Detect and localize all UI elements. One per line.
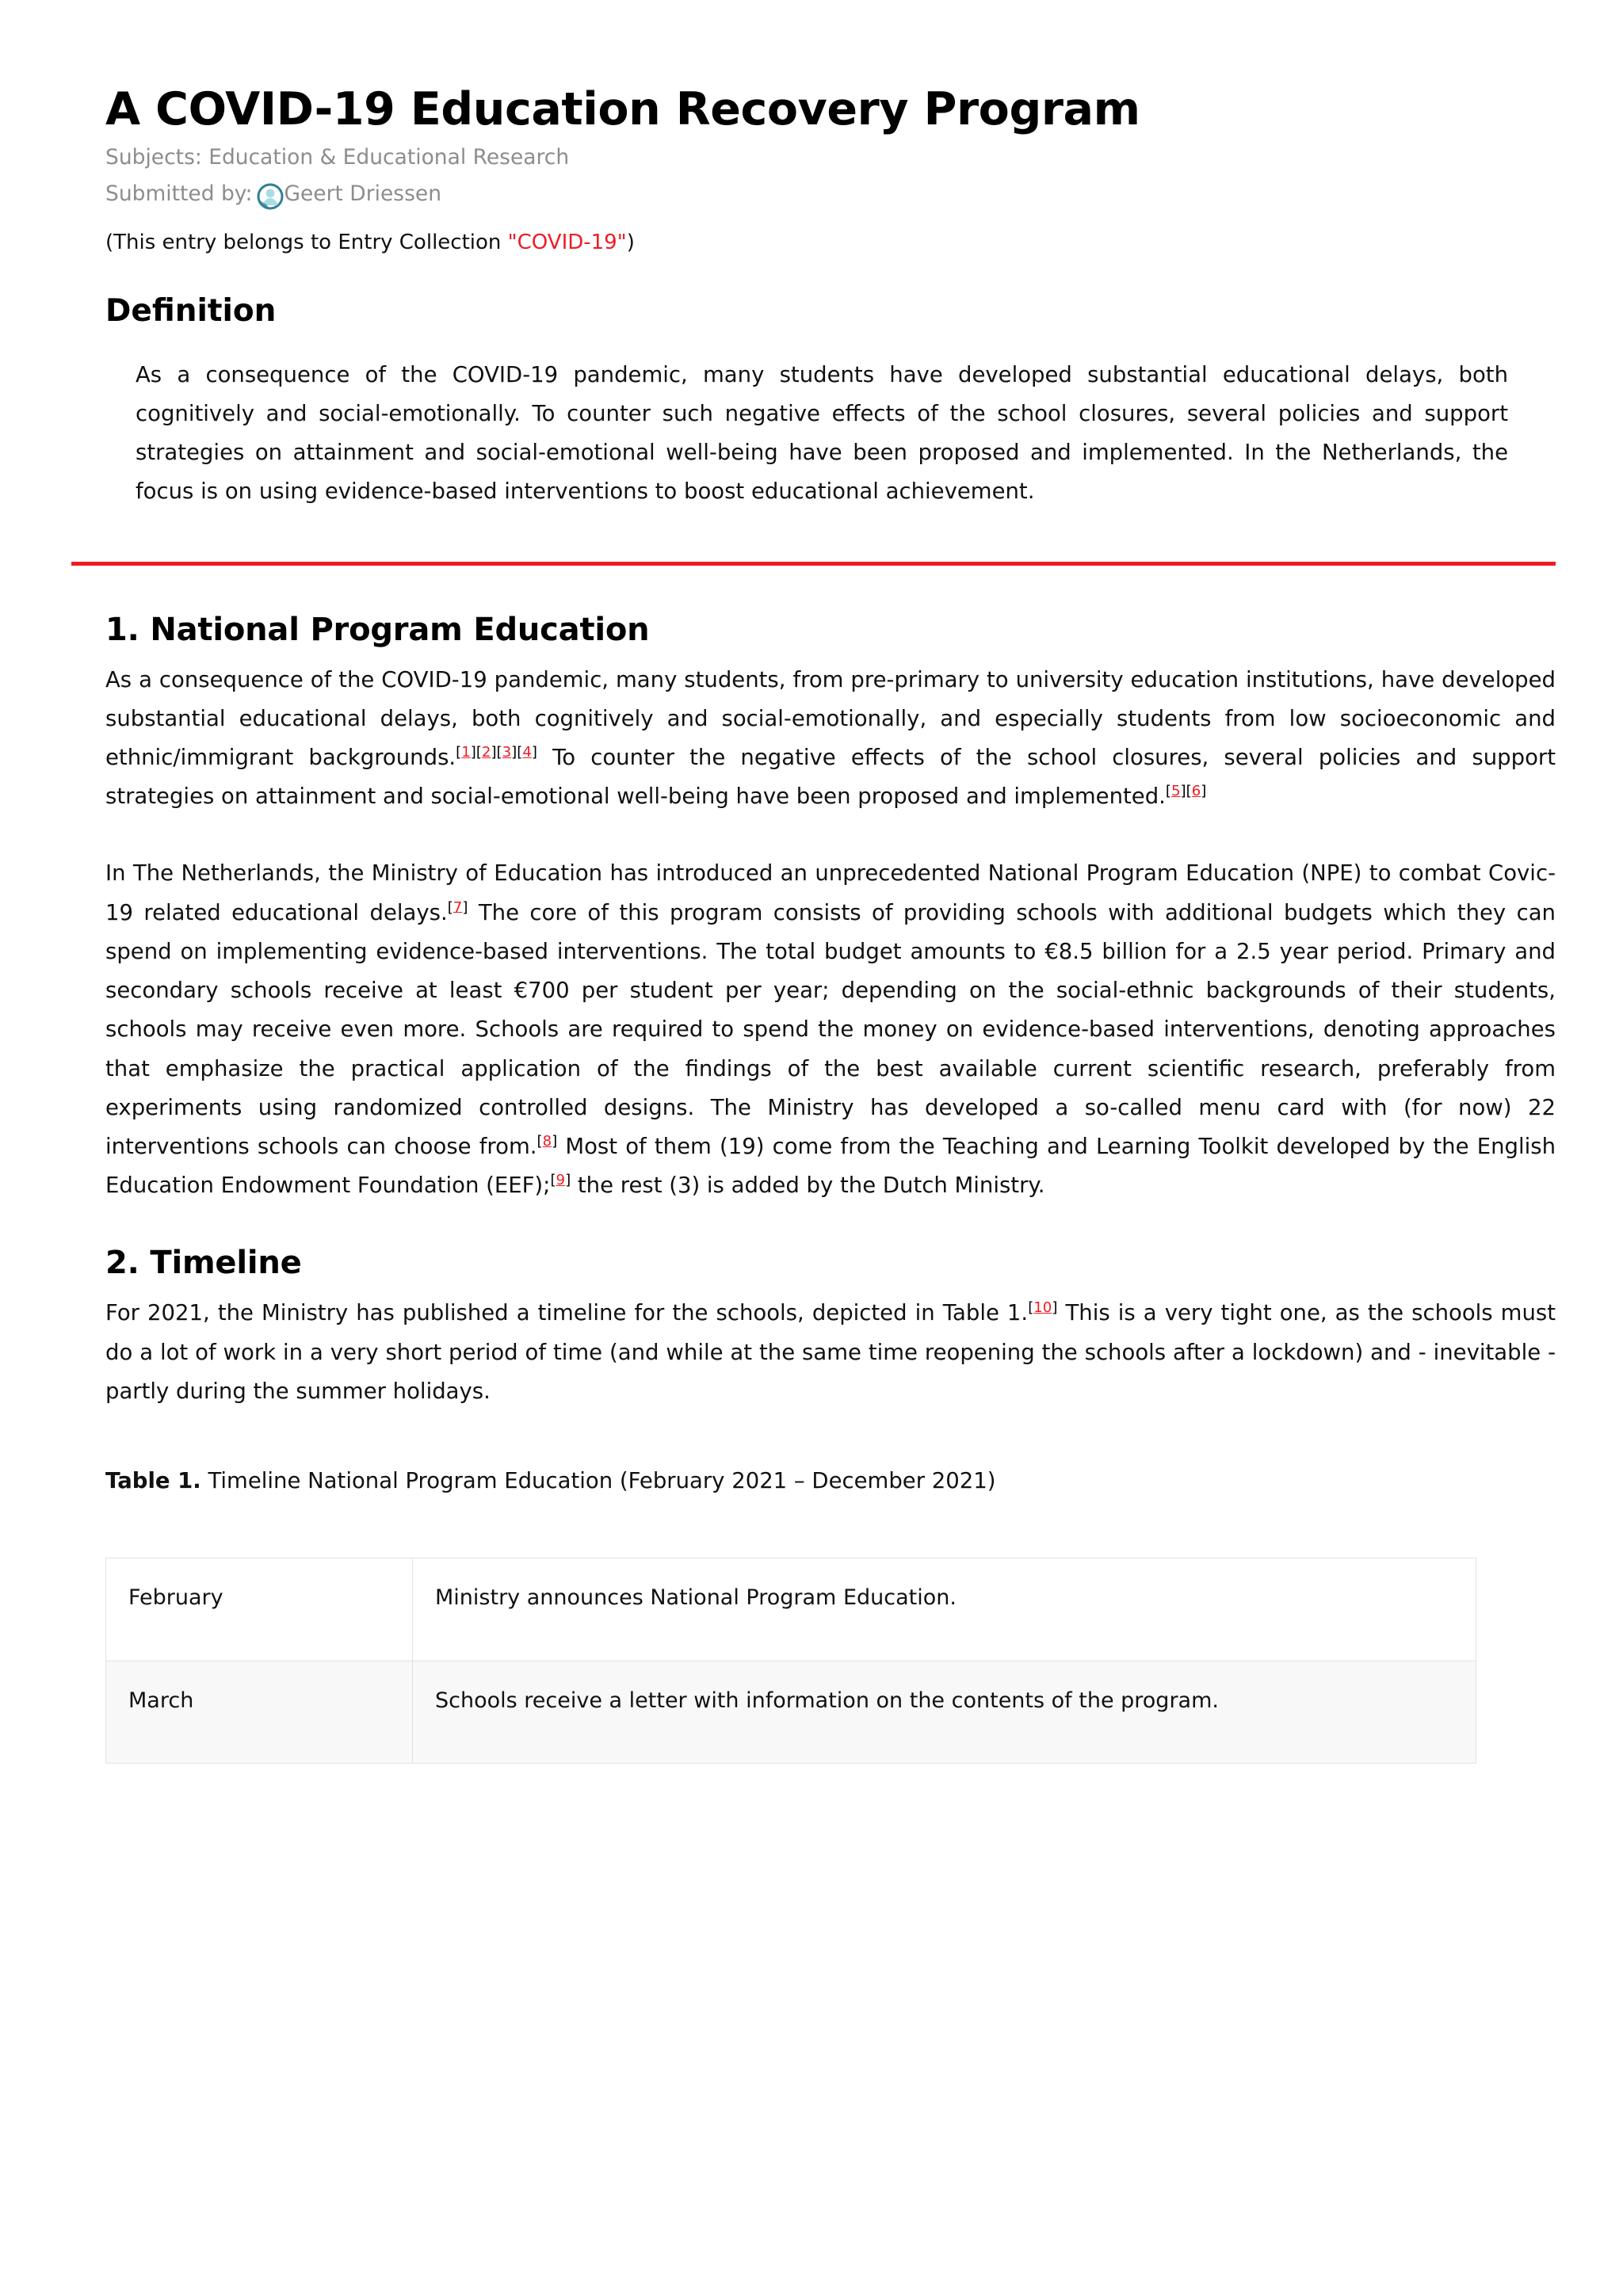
reference-group: [5][6] (1165, 783, 1207, 800)
reference-link-9[interactable]: 9 (556, 1172, 566, 1188)
section-2-paragraph-1 (105, 1283, 1556, 1411)
reference-group: [8] (537, 1132, 558, 1150)
definition-text: As a consequence of the COVID-19 pandemic, many students have developed substantial educational delays, both cognitively and social-emotionally. To counter such negative effects of the school closures, several policies and support strategies on attainment and social-emotional well-being have been proposed and implemented. In the Netherlands, the focus is on using evidence-based interventions to boost educational achievement. (136, 361, 1508, 504)
reference-group: [9] (550, 1172, 571, 1188)
reference-group: [10] (1028, 1299, 1058, 1317)
user-avatar-icon (257, 183, 284, 210)
paragraph-text: In The Netherlands, the Ministry of Education has introduced an unprecedented National Program Education (NPE) to combat Covic-19 related educational delays. (105, 860, 1556, 925)
reference-link-7[interactable]: 7 (453, 898, 463, 916)
reference-link-2[interactable]: 2 (481, 743, 491, 761)
reference-link-8[interactable]: 8 (542, 1132, 552, 1150)
paragraph-text: The core of this program consists of providing schools with additional budgets which they can spend on implementing evidence-based interventions. The total budget amounts to €8.5 billion for a 2.5 year period. Primary and secondary schools receive at least €700 per student per year; depending on the social-ethnic backgrounds of their students, schools may receive even more. Schools are required to spend the money on evidence-based interventions, denoting approaches that emphasize the practical application of the findings of the best available current scientific research, preferably from experiments using randomized controlled designs. The Ministry has developed a so-called menu card with (for now) 22 interventions schools can choose from. (105, 899, 1556, 1159)
submitted-by-label: Submitted by: (105, 181, 253, 207)
section-1-paragraph-1 (105, 650, 1556, 817)
section-heading-1: 1. National Program Education (105, 611, 650, 648)
reference-link-10[interactable]: 10 (1033, 1299, 1052, 1317)
paragraph-text: Most of them (19) come from the Teaching and Learning Toolkit developed by the English Education Endowment Foundation (EEF); (105, 1133, 1556, 1199)
reference-link-3[interactable]: 3 (502, 743, 512, 761)
reference-link-6[interactable]: 6 (1191, 783, 1201, 800)
table-caption (105, 1411, 1556, 1498)
entry-collection-prefix: (This entry belongs to Entry Collection (105, 231, 508, 255)
reference-link-1[interactable]: 1 (461, 743, 471, 761)
entry-collection-link[interactable]: "COVID-19" (507, 231, 627, 255)
reference-group: [7] (447, 898, 468, 916)
paragraph-text: the rest (3) is added by the Dutch Ministry. (571, 1173, 1045, 1199)
document-content (105, 0, 1556, 1764)
paragraph-text: For 2021, the Ministry has published a timeline for the schools, depicted in Table 1. (105, 1300, 1029, 1326)
paragraph-text: This is a very tight one, as the schools must do a lot of work in a very short period of time (and while at the same time reopening the schools after a lockdown) and - inevitable - partly during the summer holidays. (105, 1300, 1556, 1404)
definition-heading: Definition (105, 293, 277, 330)
reference-group: [1][2][3][4] (456, 743, 537, 761)
page-title: A COVID-19 Education Recovery Program (105, 83, 1140, 135)
author-name: Geert Driessen (284, 181, 441, 207)
paragraph-text: As a consequence of the COVID-19 pandemic, many students, from pre-primary to university education institutions, have developed substantial educational delays, both cognitively and social-emotionally, and especially students from low socioeconomic and ethnic/immigrant backgrounds. (105, 666, 1556, 770)
paragraph-text: To counter the negative effects of the school closures, several policies and support strategies on attainment and social-emotional well-being have been proposed and implemented. (105, 744, 1556, 810)
table-cell-month: February (106, 1558, 413, 1661)
table-row (106, 1558, 1476, 1661)
section-1-paragraph-2 (105, 816, 1556, 1205)
table-cell-event: Ministry announces National Program Education. (413, 1558, 1476, 1661)
submitted-by-line (105, 175, 1556, 212)
entry-collection-suffix: ) (626, 231, 635, 255)
table-row (106, 1661, 1476, 1764)
table-caption-label: Table 1. (105, 1468, 201, 1494)
table-cell-event: Schools receive a letter with information on the contents of the program. (413, 1661, 1476, 1764)
timeline-table (105, 1558, 1476, 1764)
section-heading-2: 2. Timeline (105, 1245, 302, 1282)
entry-collection-line (105, 212, 1556, 258)
reference-link-5[interactable]: 5 (1170, 783, 1181, 800)
table-cell-month: March (106, 1661, 413, 1764)
reference-link-4[interactable]: 4 (522, 743, 532, 761)
table-caption-text: Timeline National Program Education (February 2021 – December 2021) (200, 1468, 996, 1494)
subjects-line: Subjects: Education & Educational Research (105, 145, 570, 170)
